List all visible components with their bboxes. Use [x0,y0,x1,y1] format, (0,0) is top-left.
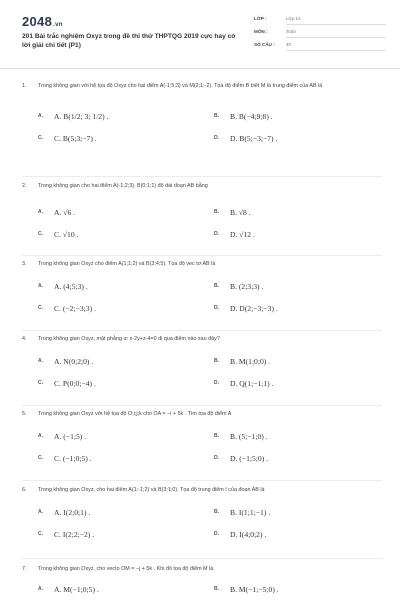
site-logo[interactable]: 2048.vn [22,14,63,29]
divider [22,405,382,406]
page-header [0,0,400,69]
question-text: Trong không gian Oxyz, mặt phẳng α: x-2y+z-4=0 đi qua điểm nào sau đây? [38,336,220,342]
question-text: Trong không gian Oxyz cho điểm A(1;1;2) và B(3;4;5). Tọa độ vec tơ AB là [38,261,216,267]
question-5 [22,410,382,463]
question-number: 3. [22,261,27,267]
divider [22,176,382,177]
option-b[interactable]: B. B. M(1;0;0) . [214,356,271,366]
divider [22,255,382,256]
option-c[interactable]: C. C. I(2;2;−2) . [38,529,95,539]
option-c[interactable]: C. C. B(5;3;−7) . [38,133,97,143]
option-b[interactable]: B. B. (2;3;3) . [214,281,264,291]
meta-count-value: 40 [286,42,386,51]
option-a[interactable]: A. A. (4;5;3) . [38,281,88,291]
option-b[interactable]: B. B. B(−4;9;8) . [214,111,273,121]
option-a[interactable]: A. A. √6 . [38,207,76,217]
meta-subject-value: Toán [286,29,386,38]
divider [22,330,382,331]
question-text: Trong không gian với hệ tọa độ Oxyz cho hai điểm A(-1;5;3) và M(2;1;-2). Tọa độ điểm B biết M là trung điểm của AB là [38,83,323,89]
option-d[interactable]: D. D. (−1;5;0) . [214,453,269,463]
option-b[interactable]: B. B. M(−1;−5;0) . [214,584,279,594]
option-d[interactable]: D. D. B(5;−3;−7) . [214,133,278,143]
option-d[interactable]: D. D. √12 . [214,229,255,239]
divider [22,558,382,559]
meta-count-label: SỐ CÂU : [254,42,275,47]
meta-class-row [254,16,386,29]
option-b[interactable]: B. B. (5;−1;0) . [214,431,268,441]
option-d[interactable]: D. D. Q(1;−1;1) . [214,378,274,388]
meta-class-value: Lớp 12 [286,16,386,25]
question-number: 7. [22,566,27,572]
option-b[interactable]: B. B. √8 . [214,207,251,217]
question-number: 1. [22,83,27,89]
question-4 [22,335,382,388]
question-number: 5. [22,411,27,417]
question-text: Trong không gian Oxyz, cho hai điểm A(1;-1;2) và B(3;1;0). Tọa độ trung điểm I của đoạn AB là [38,487,265,493]
question-6 [22,486,382,539]
question-2 [22,182,382,239]
question-text: Trong không gian cho hai điểm A(-1;2;3), B(0;1;1) độ dài đoạn AB bằng [38,183,208,189]
option-d[interactable]: D. D. I(4;0;2) . [214,529,267,539]
question-number: 4. [22,336,27,342]
option-a[interactable]: A. A. B(1/2; 3; 1/2) . [38,111,109,121]
option-c[interactable]: C. C. P(0;0;−4) . [38,378,96,388]
meta-subject-label: MÔN : [254,29,268,34]
option-c[interactable]: C. C. (−1;0;5) . [38,453,92,463]
meta-subject-row [254,29,386,42]
meta-count-row [254,42,386,55]
document-title: 201 Bài trắc nghiệm Oxyz trong đề thi thử THPTQG 2019 cực hay có lời giải chi tiết (P1) [22,33,236,49]
question-text: Trong không gian Oxyz, cho vecto OM = −j + 5k . Khi đó tọa độ điểm M là [38,566,214,572]
question-number: 6. [22,487,27,493]
question-number: 2. [22,183,27,189]
option-b[interactable]: B. B. I(1;1;−1) . [214,507,271,517]
option-d[interactable]: D. D. D(2;−3;−3) . [214,303,278,313]
option-c[interactable]: C. C. √10 . [38,229,79,239]
option-c[interactable]: C. C. (−2;−3;3) . [38,303,96,313]
question-1 [22,82,382,143]
question-7 [22,565,382,594]
document-meta [254,16,386,55]
question-text: Trong không gian Oxyz với hệ tọa độ O;i;j;k cho OA = −i + 5k . Tìm tọa độ điểm A [38,411,232,417]
meta-class-label: LỚP : [254,16,267,21]
option-a[interactable]: A. A. (−1;5) . [38,431,87,441]
option-a[interactable]: A. A. I(2;0;1) . [38,507,91,517]
option-a[interactable]: A. A. M(−1;0;5) . [38,584,99,594]
divider [22,480,382,481]
question-3 [22,260,382,313]
option-a[interactable]: A. A. N(0;2;0) . [38,356,94,366]
